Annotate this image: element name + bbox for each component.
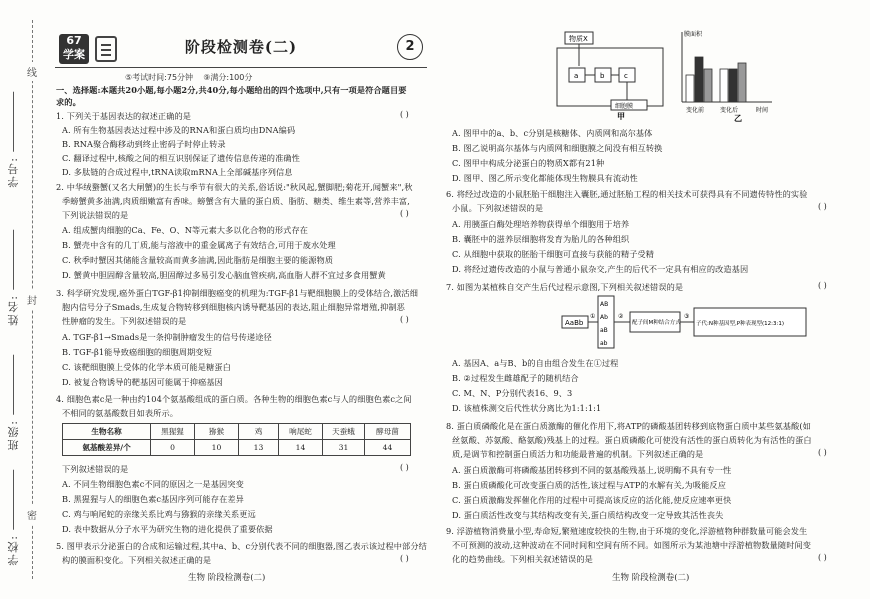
option: B. ②过程发生雌雄配子的随机结合 — [452, 373, 579, 383]
before-label: 变化前 — [686, 107, 705, 114]
table-cell: 氨基酸差异/个 — [63, 440, 151, 456]
option: C. 秋季时蟹因其储能含量较高而黄多油满,因此脂肪是细胞主要的能源物质 — [62, 255, 334, 265]
table-header-cell: 生物名称 — [63, 424, 151, 440]
question-9: 9. 浮游植物消费量小型,寿命短,繁殖速度较快的生物,由于环境的变化,浮游植物种群数量可能会发生 — [446, 526, 808, 536]
option: C. 该靶细胞膜上受体的化学本质可能是糖蛋白 — [62, 362, 231, 372]
answer-paren: ( ) — [400, 463, 409, 472]
gamete: ab — [600, 340, 608, 347]
table-header-cell: 黑猩猩 — [151, 424, 195, 440]
answer-paren: ( ) — [400, 315, 409, 324]
option: B. RNA聚合酶移动到终止密码子时停止转录 — [62, 139, 226, 149]
question-text: 化的趋势曲线。下列相关叙述错误的是 — [452, 554, 593, 564]
question-text: 性肿瘤的发生。下列叙述错误的是 — [62, 316, 187, 326]
option: C. 蛋白质激酶发挥催化作用的过程中可提高该反应的活化能,使反应速率更快 — [452, 495, 732, 505]
page-title: 阶段检测卷(二) — [184, 38, 298, 56]
q7-flow-diagram — [560, 294, 830, 352]
name-label: 姓名: — [6, 230, 22, 326]
step-2-label: ② — [618, 313, 624, 320]
question-text: 不可预测的波动,这种波动在不同时间和空间有所不同。如图所示为某池塘中浮游植物数量随时间变 — [452, 540, 812, 550]
option: B. 图乙说明高尔基体与内质网和细胞膜之间没有相互转换 — [452, 143, 663, 153]
membrane-area-bar — [738, 63, 746, 102]
option: D. 表中数据从分子水平为研究生物的进化提供了重要依据 — [62, 524, 273, 534]
membrane-area-bar — [686, 75, 694, 102]
section-heading: 一、选择题:本题共20小题,每小题2分,共40分,每小题给出的四个选项中,只有一项是符合题目要 — [56, 85, 407, 95]
exam-score: ⑨满分:100分 — [203, 73, 253, 82]
option: A. 基因A、a与B、b的自由组合发生在①过程 — [452, 358, 619, 368]
table-cell: 44 — [365, 440, 411, 456]
diagram-jia-label: 甲 — [617, 112, 625, 120]
question-3: 3. 科学研究发现,癌外蛋白TGF-β1抑制细胞癌变的机理为:TGF-β1与靶细胞膜上的受体结合,激活细 — [56, 288, 418, 298]
option: C. 图甲中构成分泌蛋白的物质X都有21种 — [452, 158, 605, 168]
binding-margin — [0, 0, 48, 599]
y-axis-label: 膜面积 — [684, 31, 703, 38]
option: D. 被复合物诱导的靶基因可能属于抑癌基因 — [62, 377, 223, 387]
table-header-row — [63, 424, 411, 440]
step-1-label: ① — [590, 313, 596, 320]
table-cell: 10 — [195, 440, 239, 456]
table-header-cell: 响尾蛇 — [279, 424, 323, 440]
table-cell: 31 — [323, 440, 365, 456]
answer-paren: ( ) — [818, 448, 827, 457]
option: A. 蛋白质激酶可将磷酸基团转移到不同的氨基酸残基上,说明酶不具有专一性 — [452, 465, 732, 475]
exam-time: ⑤考试时间:75分钟 — [125, 73, 194, 82]
option: B. 黑猩猩与人的细胞色素c基因序列可能存在差异 — [62, 494, 244, 504]
table-cell: 13 — [239, 440, 279, 456]
option: A. 组成蟹肉细胞的Ca、Fe、O、N等元素大多以化合物的形式存在 — [62, 225, 309, 235]
question-4: 4. 细胞色素c是一种由约104个氨基酸组成的蛋白质。各种生物的细胞色素c与人的细胞色素c之间 — [56, 394, 412, 404]
table-header-cell: 天蚕蛾 — [323, 424, 365, 440]
membrane-area-bar — [695, 57, 703, 102]
table-header-cell: 鸡 — [239, 424, 279, 440]
after-label: 变化后 — [720, 107, 739, 114]
question-text: 丝氨酸、苏氨酸、酪氨酸)残基上的过程。蛋白质磷酸化可使没有活性的蛋白质转化为有活性的蛋白 — [452, 435, 812, 445]
paper-header — [55, 32, 427, 68]
option: C. M、N、P分别代表16、9、3 — [452, 388, 573, 398]
option: A. 所有生物基因表达过程中涉及的RNA和蛋白质均由DNA编码 — [62, 125, 296, 135]
offspring-label: 子代:N种基因型,P种表现型(12:3:1) — [696, 321, 785, 327]
section-heading-cont: 求的。 — [56, 97, 81, 107]
option: D. 将经过遗传改造的小鼠与普通小鼠杂交,产生的后代不一定具有相应的改造基因 — [452, 264, 749, 274]
binding-mark-line: 线 — [27, 62, 37, 81]
answer-paren: ( ) — [818, 202, 827, 211]
question-6: 6. 将经过改造的小鼠胚胎干细胞注入囊胚,通过胚胎工程的相关技术可获得具有不同遗传特性的实验 — [446, 189, 808, 199]
answer-paren: ( ) — [400, 554, 409, 563]
question-text: 不相同的氨基酸数目如表所示。 — [62, 408, 179, 418]
diagram-jia — [555, 28, 675, 120]
question-2: 2. 中华绒螯蟹(又名大闸蟹)的生长与季节有很大的关系,俗话说:"秋风起,蟹脚肥;菊花开,闻蟹来",秋 — [56, 182, 413, 192]
membrane-area-bar — [704, 69, 712, 102]
organelle-b-label: b — [600, 72, 605, 80]
school-label: 学校: — [6, 470, 22, 566]
option: C. 鸡与响尾蛇的亲缘关系比鸡与猕猴的亲缘关系更远 — [62, 509, 256, 519]
diagram-yi — [668, 26, 778, 122]
gamete: Ab — [600, 314, 608, 321]
membrane-area-bar — [720, 69, 728, 102]
option: A. 不同生物细胞色素c不同的原因之一是基因突变 — [62, 479, 244, 489]
option: B. 囊胚中的滋养层细胞将发育为胎儿的各种组织 — [452, 234, 630, 244]
combination-label: 配子间M种结合方式 — [632, 320, 681, 326]
option: D. 该植株测交后代性状分离比为1:1:1:1 — [452, 403, 602, 413]
substance-x-label: 物质X — [569, 35, 588, 43]
option: B. 蛋白质磷酸化可改变蛋白质的活性,该过程与ATP的水解有关,为吸能反应 — [452, 480, 726, 490]
question-5: 5. 图甲表示分泌蛋白的合成和运输过程,其中a、b、c分别代表不同的细胞器,图乙表示该过程中部分结 — [56, 541, 427, 551]
organelle-c-label: c — [624, 72, 628, 80]
amino-acid-table — [62, 423, 411, 456]
question-text: 季螃蟹黄多油满,肉质细嫩富有香味。螃蟹含有大量的蛋白质、脂肪、糖类、维生素等,营养丰富, — [62, 196, 410, 206]
gamete: AB — [600, 301, 609, 308]
question-text: 质,是调节和控制蛋白质活力和功能最普遍的机制。下列叙述正确的是 — [452, 449, 704, 459]
question-7: 7. 如图为某植株自交产生后代过程示意图,下列相关叙述错误的是 — [446, 282, 684, 292]
step-3-label: ③ — [684, 313, 690, 320]
answer-paren: ( ) — [400, 209, 409, 218]
option: A. 用胰蛋白酶处理培养物获得单个细胞用于培养 — [452, 219, 630, 229]
question-8: 8. 蛋白质磷酸化是在蛋白质激酶的催化作用下,将ATP的磷酸基团转移到底物蛋白质中某些氨基酸(如 — [446, 421, 811, 431]
option: D. 图甲、图乙所示变化都能体现生物膜具有流动性 — [452, 173, 638, 183]
membrane-label: 细胞膜 — [615, 103, 634, 110]
exam-meta — [125, 72, 252, 83]
student-id-label: 学号: — [6, 92, 22, 188]
bar-group — [686, 57, 746, 102]
option: B. TGF-β1能导致癌细胞的细胞周期变短 — [62, 347, 212, 357]
membrane-area-bar — [729, 69, 737, 102]
option: A. TGF-β1→Smads是一条抑制肿瘤发生的信号传递途径 — [62, 332, 272, 342]
option: B. 蟹壳中含有的几丁质,能与溶液中的重金属离子有效结合,可用于废水处理 — [62, 240, 336, 250]
table-header-cell: 猕猴 — [195, 424, 239, 440]
parent-genotype: AaBb — [565, 319, 584, 327]
question-1: 1. 下列关于基因表达的叙述正确的是 — [56, 111, 192, 121]
table-row — [63, 440, 411, 456]
option: C. 从细胞中获取的胚胎干细胞可直接与获能的精子受精 — [452, 249, 655, 259]
table-header-cell: 酵母菌 — [365, 424, 411, 440]
question-text: 下列说法错误的是 — [62, 210, 129, 220]
footer-right: 生物 阶段检测卷(二) — [612, 573, 690, 583]
class-label: 班级: — [6, 355, 22, 451]
table-cell: 14 — [279, 440, 323, 456]
paper-number-badge: 2 — [397, 34, 423, 60]
option: D. 多肽链的合成过程中,tRNA读取mRNA上全部碱基序列信息 — [62, 167, 293, 177]
answer-paren: ( ) — [818, 281, 827, 290]
answer-paren: ( ) — [818, 553, 827, 562]
option: C. 翻译过程中,核酸之间的相互识别保证了遗传信息传递的准确性 — [62, 153, 300, 163]
gamete: aB — [600, 327, 608, 334]
binding-mark-seal: 封 — [27, 290, 37, 309]
option: D. 蟹黄中胆固醇含量较高,胆固醇过多易引发心脑血管疾病,高血脂人群不宜过多食用蟹黄 — [62, 270, 386, 280]
binding-mark-secret: 密 — [27, 505, 37, 524]
diagram-yi-label: 乙 — [734, 114, 742, 122]
logo: 67 学案 — [59, 34, 89, 64]
table-cell: 0 — [151, 440, 195, 456]
question-text: 下列叙述错误的是 — [62, 464, 129, 474]
option: A. 图甲中的a、b、c分别是核糖体、内质网和高尔基体 — [452, 128, 653, 138]
answer-paren: ( ) — [400, 110, 409, 119]
question-text: 胞内信号分子Smads,生成复合物转移到细胞核内诱导靶基因的表达,阻止细胞异常增殖,抑制恶 — [62, 302, 405, 312]
question-text: 构的膜面积变化。下列相关叙述正确的是 — [62, 555, 212, 565]
option: D. 蛋白质活性改变与其结构改变有关,蛋白质结构改变一定导致其活性丧失 — [452, 510, 724, 520]
x-axis-label: 时间 — [756, 107, 769, 114]
footer-left: 生物 阶段检测卷(二) — [188, 573, 266, 583]
organelle-a-label: a — [574, 72, 579, 80]
question-text: 小鼠。下列叙述错误的是 — [452, 203, 544, 213]
